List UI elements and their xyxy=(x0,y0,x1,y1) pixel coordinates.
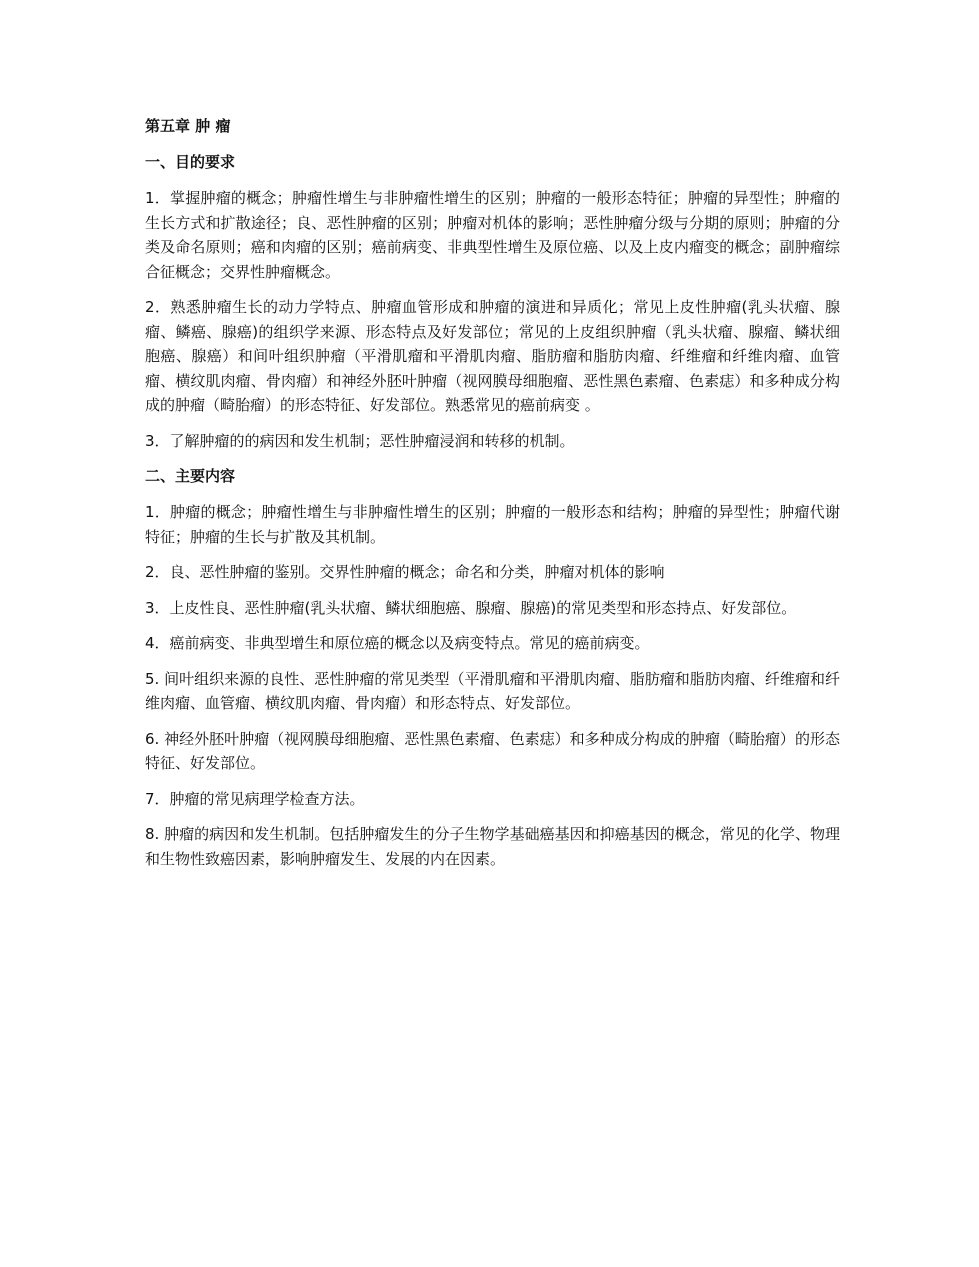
content-paragraph-4: 4．癌前病变、非典型增生和原位癌的概念以及病变特点。常见的癌前病变。 xyxy=(145,634,650,652)
section-heading-content: 二、主要内容 xyxy=(145,467,236,485)
section-heading-objectives: 一、目的要求 xyxy=(145,153,236,171)
content-paragraph-2: 2．良、恶性肿瘤的鉴别。交界性肿瘤的概念；命名和分类，肿瘤对机体的影响 xyxy=(145,563,665,581)
objectives-paragraph-3: 3．了解肿瘤的的病因和发生机制；恶性肿瘤浸润和转移的机制。 xyxy=(145,431,575,450)
objectives-paragraph-2: 2．熟悉肿瘤生长的动力学特点、肿瘤血管形成和肿瘤的演进和异质化；常见上皮性肿瘤(乳头状瘤、腺瘤、鳞癌、腺癌)的组织学来源、形态特点及好发部位；常见的上皮组织肿瘤（乳头状瘤、腺瘤、鳞状细胞癌、腺癌）和间叶组织肿瘤（平滑肌瘤和平滑肌肉瘤、脂肪瘤和脂肪肉瘤、纤维瘤和纤维肉瘤、血管瘤、横纹肌肉瘤、骨肉瘤）和神经外胚叶肿瘤（视网膜母细胞瘤、恶性黑色素瘤、色素痣）和多种成分构成的肿瘤（畸胎瘤）的形态特征、好发部位。熟悉常见的癌前病变 。 xyxy=(145,298,840,414)
chapter-title: 第五章 肿 瘤 xyxy=(145,117,231,135)
content-paragraph-3: 3．上皮性良、恶性肿瘤(乳头状瘤、鳞状细胞癌、腺瘤、腺癌)的常见类型和形态持点、好发部位。 xyxy=(145,598,797,617)
content-paragraph-6: 6. 神经外胚叶肿瘤（视网膜母细胞瘤、恶性黑色素瘤、色素痣）和多种成分构成的肿瘤（畸胎瘤）的形态特征、好发部位。 xyxy=(145,729,840,772)
document-page xyxy=(145,114,840,882)
content-paragraph-5: 5. 间叶组织来源的良性、恶性肿瘤的常见类型（平滑肌瘤和平滑肌肉瘤、脂肪瘤和脂肪肉瘤、纤维瘤和纤维肉瘤、血管瘤、横纹肌肉瘤、骨肉瘤）和形态特点、好发部位。 xyxy=(145,669,840,712)
objectives-paragraph-1: 1．掌握肿瘤的概念；肿瘤性增生与非肿瘤性增生的区别；肿瘤的一般形态特征；肿瘤的异型性；肿瘤的生长方式和扩散途径；良、恶性肿瘤的区别；肿瘤对机体的影响；恶性肿瘤分级与分期的原则；肿瘤的分类及命名原则；癌和肉瘤的区别；癌前病变、非典型性增生及原位癌、以及上皮内瘤变的概念；副肿瘤综合征概念；交界性肿瘤概念。 xyxy=(145,189,840,281)
content-paragraph-7: 7．肿瘤的常见病理学检查方法。 xyxy=(145,789,365,808)
content-paragraph-8: 8. 肿瘤的病因和发生机制。包括肿瘤发生的分子生物学基础癌基因和抑癌基因的概念，常见的化学、物理和生物性致癌因素，影响肿瘤发生、发展的内在因素。 xyxy=(145,825,840,868)
content-paragraph-1: 1．肿瘤的概念；肿瘤性增生与非肿瘤性增生的区别；肿瘤的一般形态和结构；肿瘤的异型性；肿瘤代谢特征；肿瘤的生长与扩散及其机制。 xyxy=(145,503,840,546)
